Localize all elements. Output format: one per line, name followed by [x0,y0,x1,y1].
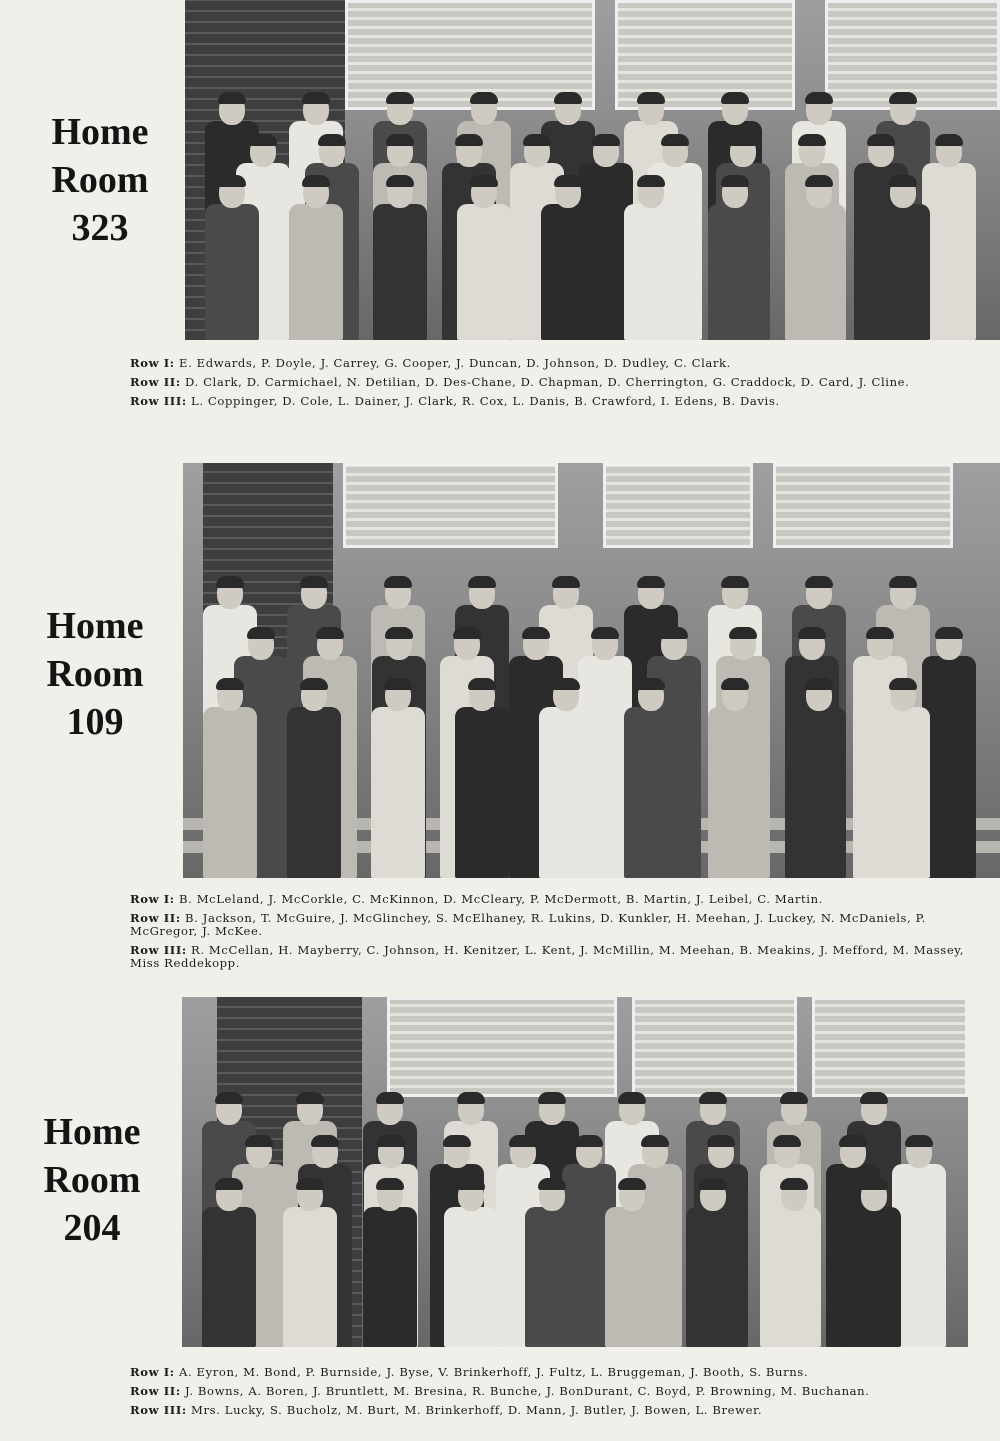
label-line-2: Room [46,653,144,695]
caption-row-3: Row III: R. McCellan, H. Mayberry, C. Johnson, H. Kenitzer, L. Kent, J. McMillin, M. Meehan, B. Meakins, J. Mefford, M. Massey, Miss Reddekopp. [130,943,965,970]
label-line-2: Room [43,1159,141,1201]
home-room-204-label [12,1108,172,1252]
label-line-3: 323 [71,207,129,249]
label-line-1: Home [43,1111,141,1153]
label-line-1: Home [51,111,149,153]
student-group [185,95,1000,340]
home-room-204-caption [130,1366,970,1423]
home-room-109-label [15,602,175,746]
home-room-323-photo [185,0,1000,340]
label-line-3: 204 [63,1207,121,1249]
caption-row-2: Row II: D. Clark, D. Carmichael, N. Detilian, D. Des-Chane, D. Chapman, D. Cherrington, G. Craddock, D. Card, J. Cline. [130,375,910,389]
home-room-323-caption [130,357,970,414]
home-room-323-label [20,108,180,252]
label-line-3: 109 [66,701,124,743]
label-line-2: Room [51,159,149,201]
caption-row-1: Row I: B. McLeland, J. McCorkle, C. McKinnon, D. McCleary, P. McDermott, B. Martin, J. Leibel, C. Martin. [130,892,823,906]
student-group [182,1095,968,1347]
caption-row-1: Row I: E. Edwards, P. Doyle, J. Carrey, G. Cooper, J. Duncan, D. Johnson, D. Dudley, C. Clark. [130,356,731,370]
label-line-1: Home [46,605,144,647]
caption-row-3: Row III: Mrs. Lucky, S. Bucholz, M. Burt, M. Brinkerhoff, D. Mann, J. Butler, J. Bowen, L. Brewer. [130,1403,763,1417]
caption-row-2: Row II: B. Jackson, T. McGuire, J. McGlinchey, S. McElhaney, R. Lukins, D. Kunkler, H. Meehan, J. Luckey, N. McDaniels, P. McGregor, J. McKee. [130,911,926,938]
home-room-109-photo [183,463,1000,878]
student-group [183,579,1000,878]
caption-row-2: Row II: J. Bowns, A. Boren, J. Bruntlett, M. Bresina, R. Bunche, J. BonDurant, C. Boyd, P. Browning, M. Buchanan. [130,1384,870,1398]
caption-row-3: Row III: L. Coppinger, D. Cole, L. Dainer, J. Clark, R. Cox, L. Danis, B. Crawford, I. Edens, B. Davis. [130,394,780,408]
caption-row-1: Row I: A. Eyron, M. Bond, P. Burnside, J. Byse, V. Brinkerhoff, J. Fultz, L. Bruggeman, J. Booth, S. Burns. [130,1365,809,1379]
home-room-204-photo [182,997,968,1347]
home-room-109-caption [130,893,970,976]
